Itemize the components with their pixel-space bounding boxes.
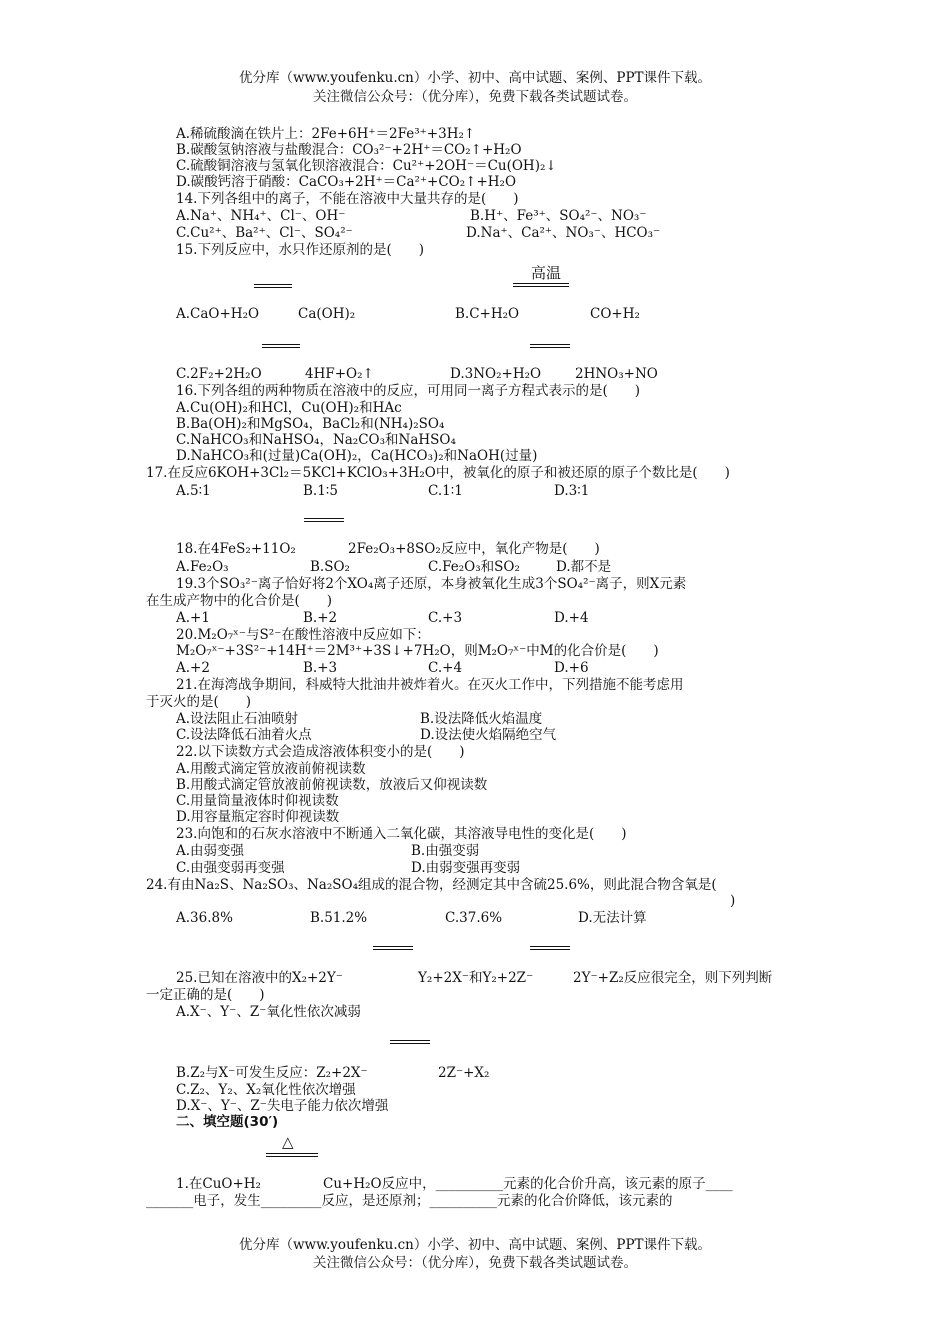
q24-option-c: C.37.6% [445, 910, 503, 926]
equals-sign-h [390, 1040, 430, 1044]
equals-sign-c [262, 344, 300, 348]
q24-option-d: D.无法计算 [578, 910, 647, 926]
q20-stem-2: M₂O₇ˣ⁻+3S²⁻+14H⁺＝2M³⁺+3S↓+7H₂O，则M₂O₇ˣ⁻中M的化合价是( ) [176, 643, 659, 659]
q25-stem-part-2: Y₂+2X⁻和Y₂+2Z⁻ [418, 970, 534, 986]
q25-option-a: A.X⁻、Y⁻、Z⁻氧化性依次减弱 [176, 1004, 361, 1020]
condition-gaowen: 高温 [531, 264, 562, 282]
q16-stem: 16.下列各组的两种物质在溶液中的反应，可用同一离子方程式表示的是( ) [176, 383, 641, 399]
q14-stem: 14.下列各组中的离子，不能在溶液中大量共存的是( ) [176, 191, 519, 207]
q13-option-d: D.碳酸钙溶于硝酸：CaCO₃+2H⁺＝Ca²⁺+CO₂↑+H₂O [176, 174, 517, 190]
section-2-title: 二、填空题(30′) [176, 1114, 279, 1130]
q16-option-c: C.NaHCO₃和NaHSO₄，Na₂CO₃和NaHSO₄ [176, 432, 456, 448]
footer-line-2: 关注微信公众号：（优分库），免费下载各类试题试卷。 [313, 1255, 637, 1271]
q15-option-b-right: CO+H₂ [590, 306, 640, 322]
q24-option-a: A.36.8% [176, 910, 233, 926]
q17-stem: 17.在反应6KOH+3Cl₂＝5KCl+KClO₃+3H₂O中，被氧化的原子和被还原的原子个数比是( ) [146, 465, 730, 481]
q13-option-b: B.碳酸氢钠溶液与盐酸混合：CO₃²⁻+2H⁺＝CO₂↑+H₂O [176, 142, 522, 158]
q16-option-a: A.Cu(OH)₂和HCl，Cu(OH)₂和HAc [176, 400, 402, 416]
q14-option-c: C.Cu²⁺、Ba²⁺、Cl⁻、SO₄²⁻ [176, 225, 353, 241]
q21-stem-2: 于灭火的是( ) [146, 694, 252, 710]
q17-option-c: C.1∶1 [428, 483, 463, 499]
q15-option-a-right: Ca(OH)₂ [298, 306, 356, 322]
equals-sign-g [530, 946, 570, 950]
q17-option-b: B.1∶5 [303, 483, 338, 499]
q15-option-d-left: D.3NO₂+H₂O [450, 366, 542, 382]
section-2-q1-right: Cu+H₂O反应中，__________元素的化合价升高，该元素的原子____ [323, 1176, 733, 1192]
q22-stem: 22.以下读数方式会造成溶液体积变小的是( ) [176, 744, 465, 760]
q25-stem-part-3: 2Y⁻+Z₂反应很完全，则下列判断 [573, 970, 773, 986]
q13-option-a: A.稀硫酸滴在铁片上：2Fe+6H⁺＝2Fe³⁺+3H₂↑ [176, 126, 476, 142]
q21-stem-1: 21.在海湾战争期间，科威特大批油井被炸着火。在灭火工作中，下列措施不能考虑用 [176, 677, 684, 693]
section-2-q1-line-2: _______电子，发生_________反应，是还原剂；__________元素的化合价降低，该元素的 [146, 1193, 673, 1209]
q19-option-d: D.+4 [554, 610, 589, 626]
q19-option-b: B.+2 [303, 610, 338, 626]
q18-option-d: D.都不是 [556, 559, 612, 575]
q16-option-d: D.NaHCO₃和(过量)Ca(OH)₂，Ca(HCO₃)₂和NaOH(过量) [176, 448, 538, 464]
triangle-heat-symbol: △ [282, 1133, 294, 1151]
q23-option-c: C.由强变弱再变强 [176, 860, 285, 876]
q23-option-d: D.由弱变强再变弱 [411, 860, 521, 876]
q15-option-c-left: C.2F₂+2H₂O [176, 366, 262, 382]
q21-option-a: A.设法阻止石油喷射 [176, 711, 299, 727]
q18-stem-left: 18.在4FeS₂+11O₂ [176, 541, 296, 557]
q18-option-b: B.SO₂ [310, 559, 350, 575]
q24-stem-tail: ) [730, 893, 736, 909]
q15-option-a-left: A.CaO+H₂O [176, 306, 260, 322]
header-line-2: 关注微信公众号：（优分库），免费下载各类试题试卷。 [313, 89, 637, 105]
q18-option-c: C.Fe₂O₃和SO₂ [428, 559, 520, 575]
q24-option-b: B.51.2% [310, 910, 368, 926]
q22-option-d: D.用容量瓶定容时仰视读数 [176, 809, 340, 825]
q15-option-c-right: 4HF+O₂↑ [305, 366, 374, 382]
section-2-q1-left: 1.在CuO+H₂ [176, 1176, 261, 1192]
q20-option-c: C.+4 [428, 660, 463, 676]
q21-option-b: B.设法降低火焰温度 [420, 711, 543, 727]
q23-option-b: B.由强变弱 [411, 843, 480, 859]
q20-option-b: B.+3 [303, 660, 338, 676]
q20-option-a: A.+2 [176, 660, 210, 676]
q17-option-d: D.3∶1 [554, 483, 590, 499]
q14-option-a: A.Na⁺、NH₄⁺、Cl⁻、OH⁻ [176, 208, 346, 224]
q21-option-c: C.设法降低石油着火点 [176, 727, 312, 743]
q22-option-a: A.用酸式滴定管放液前俯视读数 [176, 761, 366, 777]
q25-option-d: D.X⁻、Y⁻、Z⁻失电子能力依次增强 [176, 1098, 389, 1114]
q24-stem: 24.有由Na₂S、Na₂SO₃、Na₂SO₄组成的混合物，经测定其中含硫25.6%，则此混合物含氧是( [146, 877, 717, 893]
equals-sign-d [530, 344, 570, 348]
q15-option-b-left: B.C+H₂O [455, 306, 520, 322]
q19-option-a: A.+1 [176, 610, 210, 626]
header-line-1: 优分库（www.youfenku.cn）小学、初中、高中试题、案例、PPT课件下载。 [238, 70, 712, 86]
q14-option-b: B.H⁺、Fe³⁺、SO₄²⁻、NO₃⁻ [470, 208, 647, 224]
equals-sign-a [254, 284, 292, 288]
q25-stem-2: 一定正确的是( ) [146, 987, 265, 1003]
q17-option-a: A.5∶1 [176, 483, 211, 499]
q25-option-b-right: 2Z⁻+X₂ [438, 1065, 490, 1081]
q20-stem-1: 20.M₂O₇ˣ⁻与S²⁻在酸性溶液中反应如下： [176, 627, 430, 643]
q13-option-c: C.硫酸铜溶液与氢氧化钡溶液混合：Cu²⁺+2OH⁻＝Cu(OH)₂↓ [176, 158, 557, 174]
q20-option-d: D.+6 [554, 660, 589, 676]
q18-stem-right: 2Fe₂O₃+8SO₂反应中，氧化产物是( ) [348, 541, 600, 557]
q19-stem-1: 19.3个SO₃²⁻离子恰好将2个XO₄离子还原，本身被氧化生成3个SO₄²⁻离子，则X元素 [176, 576, 687, 592]
q15-option-d-right: 2HNO₃+NO [575, 366, 658, 382]
q19-option-c: C.+3 [428, 610, 463, 626]
q15-stem: 15.下列反应中，水只作还原剂的是( ) [176, 242, 425, 258]
q22-option-c: C.用量筒量液体时仰视读数 [176, 793, 339, 809]
equals-sign-i [266, 1153, 318, 1157]
q16-option-b: B.Ba(OH)₂和MgSO₄，BaCl₂和(NH₄)₂SO₄ [176, 416, 445, 432]
q25-option-c: C.Z₂、Y₂、X₂氧化性依次增强 [176, 1082, 356, 1098]
q19-stem-2: 在生成产物中的化合价是( ) [146, 593, 333, 609]
q25-stem-part-1: 25.已知在溶液中的X₂+2Y⁻ [176, 970, 343, 986]
equals-sign-f [373, 946, 413, 950]
q18-option-a: A.Fe₂O₃ [176, 559, 229, 575]
q22-option-b: B.用酸式滴定管放液前俯视读数，放液后又仰视读数 [176, 777, 488, 793]
q23-option-a: A.由弱变强 [176, 843, 245, 859]
q14-option-d: D.Na⁺、Ca²⁺、NO₃⁻、HCO₃⁻ [466, 225, 661, 241]
equals-sign-b [513, 283, 569, 287]
equals-sign-e [304, 518, 344, 522]
q21-option-d: D.设法使火焰隔绝空气 [420, 727, 557, 743]
q25-option-b-left: B.Z₂与X⁻可发生反应：Z₂+2X⁻ [176, 1065, 368, 1081]
footer-line-1: 优分库（www.youfenku.cn）小学、初中、高中试题、案例、PPT课件下载。 [238, 1237, 712, 1253]
q23-stem: 23.向饱和的石灰水溶液中不断通入二氧化碳，其溶液导电性的变化是( ) [176, 826, 627, 842]
